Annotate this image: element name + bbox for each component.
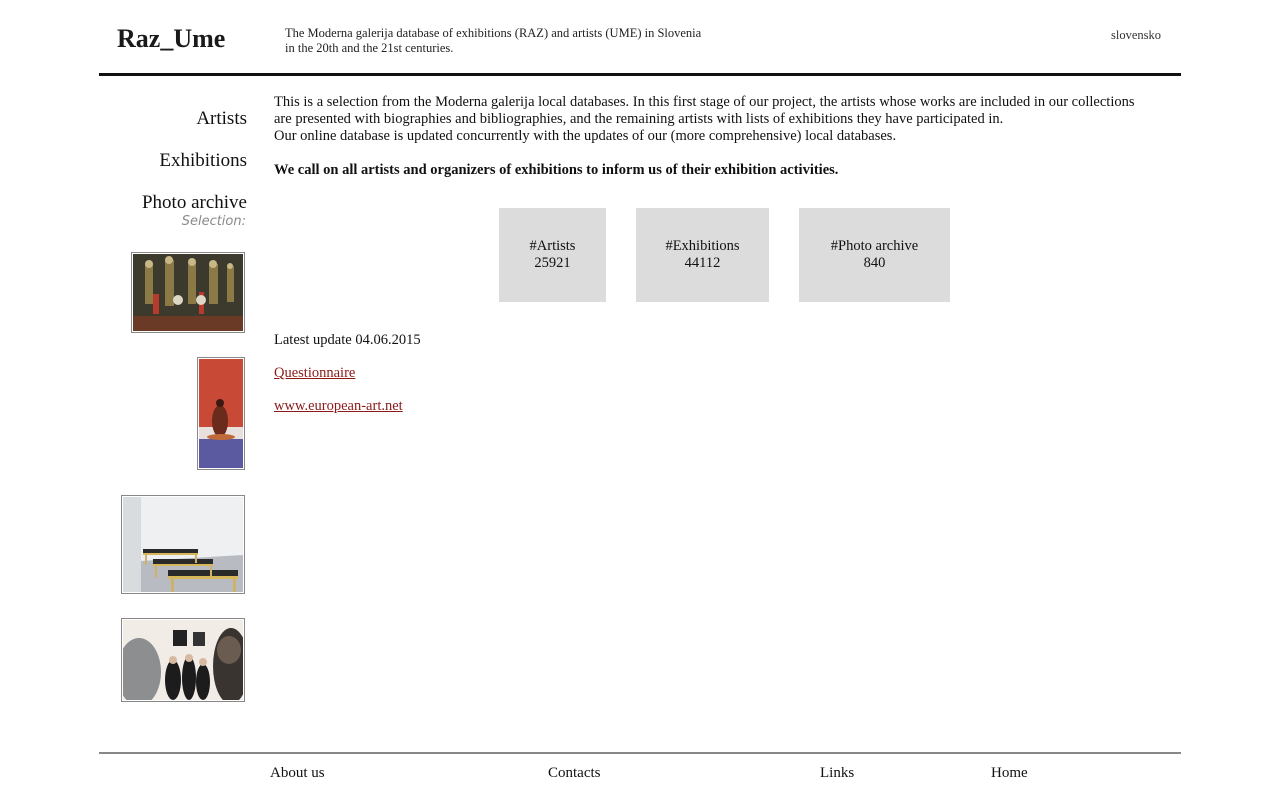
footer-link-links[interactable]: Links [820,765,855,781]
footer-link-contacts[interactable]: Contacts [548,765,601,781]
sidebar-item-photo-archive[interactable]: Photo archive [141,192,247,213]
painting-image [199,359,243,468]
selection-thumbnail-painting-figures[interactable] [131,252,245,333]
stat-value: 840 [863,255,886,271]
photo-image [123,497,243,592]
site-description-line: The Moderna galerija database of exhibitions (RAZ) and artists (UME) in Slovenia [285,26,702,40]
stat-value: 25921 [534,255,571,271]
photo-image [123,620,243,700]
intro-line: Our online database is updated concurrently with the updates of our (more comprehensive) local databases. [274,128,897,144]
stat-box-exhibitions[interactable] [636,208,769,302]
footer-link-home[interactable]: Home [991,765,1028,781]
sidebar-item-exhibitions[interactable]: Exhibitions [159,150,247,171]
site-description [285,26,765,56]
stat-box-artists[interactable] [499,208,606,302]
intro-text [274,94,1174,145]
sidebar-nav [99,106,247,229]
footer-divider [99,752,1181,754]
stat-value: 44112 [684,255,721,271]
stat-box-photo-archive[interactable] [799,208,950,302]
selection-label: Selection: [181,214,246,229]
selection-thumbnail-gallery-benches[interactable] [121,495,245,594]
site-title-link[interactable]: Raz_Ume [117,24,226,53]
selection-thumbnail-crowd-photo[interactable] [121,618,245,702]
latest-update-text: Latest update 04.06.2015 [274,332,421,348]
intro-line: This is a selection from the Moderna galerija local databases. In this first stage of our project, the artists whose works are included in our collections [274,94,1135,110]
painting-image [133,254,243,331]
footer-link-about-us[interactable]: About us [270,765,325,781]
stat-label: #Artists [529,238,576,254]
main-content [274,94,1174,414]
stats-row [274,208,1174,302]
intro-line: are presented with biographies and bibliographies, and the remaining artists with lists of exhibitions they have participated in. [274,111,1004,127]
questionnaire-link[interactable]: Questionnaire [274,365,356,381]
stat-label: #Exhibitions [665,238,740,254]
sidebar-item-artists[interactable]: Artists [196,108,247,129]
selection-thumbnail-red-blue-painting[interactable] [197,357,245,470]
site-description-line: in the 20th and the 21st centuries. [285,41,454,55]
language-switch-link[interactable]: slovensko [1111,28,1161,42]
european-art-link[interactable]: www.european-art.net [274,398,403,414]
callout-text: We call on all artists and organizers of exhibitions to inform us of their exhibition activities. [274,162,839,178]
stat-label: #Photo archive [830,238,919,254]
header-divider [99,73,1181,76]
